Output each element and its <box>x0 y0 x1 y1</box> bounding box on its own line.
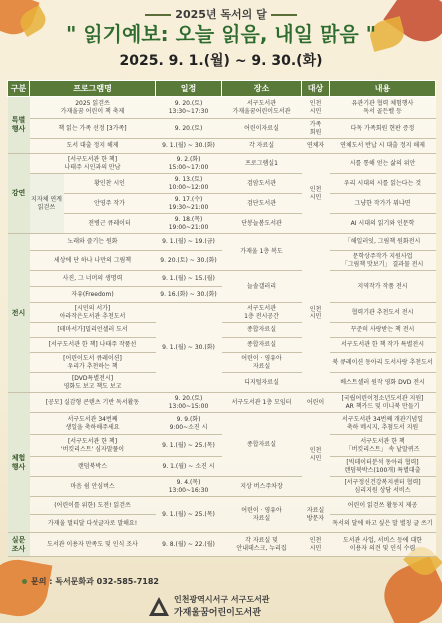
program-cell: [어린이도서 큐레이션] 우리가 추천하는 책 <box>30 353 156 373</box>
content-cell: 도서관 사업, 서비스 등에 대한 이용자 의견 및 인식 수렴 <box>330 533 436 557</box>
content-cell: 연체도서 반납 시 대출 정지 해제 <box>330 139 436 154</box>
schedule-cell: 9. 1.(월) ~ 30.(화) <box>156 303 222 393</box>
target-cell: 가족 회원 <box>302 119 330 139</box>
year-text: 2025년 독서의 달 <box>175 8 267 21</box>
target-cell: 연체자 <box>302 139 330 154</box>
schedule-cell: 9. 20.(토) <box>156 119 222 139</box>
header-category: 구분 <box>8 81 30 97</box>
subcategory-cell: 지자체 연계 읽걷쓰 <box>30 174 64 234</box>
table-row <box>8 393 436 413</box>
schedule-cell: 9. 1.(월) ~ 소진 시 <box>156 457 222 477</box>
program-cell: 책 읽는 가족 선정 [3가족] <box>30 119 156 139</box>
schedule-cell: 9. 13.(토) 10:00~12:00 <box>156 174 222 194</box>
place-cell: 어린이자료실 <box>222 119 302 139</box>
event-period: 2025. 9. 1.(월) ~ 9. 30.(화) <box>119 53 323 69</box>
program-cell: 전병근 큐레이터 <box>64 214 156 234</box>
content-cell: 지역작가 작품 전시 <box>330 271 436 303</box>
program-cell: [서구도서관 한 책] '버킷리스트' 심자말풀이 <box>30 435 156 457</box>
schedule-cell: 9. 1.(월) ~ 25.(목) <box>156 497 222 533</box>
library-logo-icon <box>148 596 170 618</box>
category-cell: 전시 <box>8 234 30 393</box>
place-cell: 서구도서관 1층 전시공간 <box>222 303 302 323</box>
header-schedule: 일정 <box>156 81 222 97</box>
program-cell: 황인찬 시인 <box>64 174 156 194</box>
place-cell: 검단도서관 <box>222 194 302 214</box>
program-table <box>7 80 436 557</box>
table-row <box>8 533 436 557</box>
target-cell: 인천 시민 <box>302 154 330 234</box>
place-cell: 단봉늘봄도서관 <box>222 214 302 234</box>
org-name-line1: 인천광역시서구 서구도서관 <box>174 595 270 604</box>
program-cell: 마음 쉼 안심버스 <box>30 477 156 497</box>
schedule-cell: 9. 2.(화) 15:00~17:00 <box>156 154 222 174</box>
program-cell: 자유(Freedom) <box>30 287 156 303</box>
content-cell: 베스트셀러 원작 영화 DVD 전시 <box>330 373 436 393</box>
schedule-cell: 9. 18.(목) 19:00~21:00 <box>156 214 222 234</box>
schedule-cell: 9. 20.(토) ~ 30.(화) <box>156 251 222 271</box>
schedule-cell: 9. 1.(월) ~ 15.(월) <box>156 271 222 287</box>
divider <box>271 14 297 16</box>
place-cell: 각 자료실 및 안내데스크, 누리집 <box>222 533 302 557</box>
place-cell: 종합자료실 <box>222 338 302 353</box>
program-cell: 서구도서관 34번째 생일을 축하해주세요 <box>30 413 156 435</box>
table-row <box>8 413 436 435</box>
divider <box>145 14 171 16</box>
program-cell: [서구도서관 한 책] 나태주 작품선 <box>30 338 156 353</box>
schedule-cell: 9. 8.(월) ~ 22.(월) <box>156 533 222 557</box>
place-cell: 어린이 · 영유아 자료실 <box>222 497 302 533</box>
place-cell: 종합자료실 <box>222 323 302 338</box>
target-cell: 자료실 방문자 <box>302 497 330 533</box>
header <box>0 0 442 72</box>
table-row <box>8 251 436 271</box>
table-row <box>8 373 436 393</box>
contact-info <box>22 576 159 587</box>
content-cell: 우리 시대의 시를 읽는다는 것 <box>330 174 436 194</box>
content-cell: 북 큐레이션 동아리 도서사랑 추천도서 <box>330 353 436 373</box>
program-cell: [테마서가]밀리언셀러 도서 <box>30 323 156 338</box>
schedule-cell: 9. 1.(월) ~ 25.(목) <box>156 435 222 457</box>
content-cell: [빅데이터분석 동아리 협력] 랜덤북박스(100개) 특별대출 <box>330 457 436 477</box>
target-cell: 인천 시민 <box>302 533 330 557</box>
header-place: 장소 <box>222 81 302 97</box>
schedule-cell: 9. 20.(토) 13:30~17:30 <box>156 97 222 119</box>
program-cell: 2025 읽걷쓰 가재울꿈 어린이 책 축제 <box>30 97 156 119</box>
category-cell: 특별행사 <box>8 97 30 154</box>
header-content: 내용 <box>330 81 436 97</box>
library-logo-block <box>148 594 338 620</box>
program-cell: [공모] 실감형 콘텐츠 기반 독서활동 <box>30 393 156 413</box>
place-cell: 지상 버스주차장 <box>222 477 302 497</box>
content-cell: 독서의 달에 하고 싶은 말 별칭 글 쓰기 <box>330 515 436 533</box>
program-cell: 안영주 작가 <box>64 194 156 214</box>
place-cell: 종합자료실 <box>222 413 302 477</box>
table-row <box>8 353 436 373</box>
schedule-cell: 9. 20.(토) 13:00~15:00 <box>156 393 222 413</box>
program-cell: 가재울 멀티달 다섯글자로 말해요! <box>30 515 156 533</box>
content-cell: 유관기관 협력 체험행사 독서 골든벨 등 <box>330 97 436 119</box>
content-cell: 시를 통해 얻는 삶의 위안 <box>330 154 436 174</box>
content-cell: 다독 가족회원 현판 증정 <box>330 119 436 139</box>
content-cell: 서구도서관 한 책 「버킷리스트」 속 낱말퀴즈 <box>330 435 436 457</box>
schedule-cell: 9. 16.(화) ~ 30.(화) <box>156 287 222 303</box>
content-cell: 어린이 읽걷쓰 활동지 제공 <box>330 497 436 515</box>
table-row <box>8 323 436 338</box>
target-cell: 인천 시민 <box>302 234 330 393</box>
table-row <box>8 457 436 477</box>
table-row <box>8 497 436 515</box>
table-row <box>8 194 436 214</box>
place-cell: 검암도서관 <box>222 174 302 194</box>
place-cell: 어린이 · 영유아 자료실 <box>222 353 302 373</box>
program-cell: 랜덤북박스 <box>30 457 156 477</box>
program-cell: [DVD특별전시] 영화도 보고 책도 보고 <box>30 373 156 393</box>
place-cell: 각 자료실 <box>222 139 302 154</box>
program-cell: 도서 대출 정지 해제 <box>30 139 156 154</box>
table-header-row <box>8 81 436 97</box>
content-cell: 문학상주작가 지원사업 「그림책 맛보기」 결과물 전시 <box>330 251 436 271</box>
category-cell: 실문조사 <box>8 533 30 557</box>
bullet-icon <box>22 579 27 584</box>
table-row <box>8 338 436 353</box>
schedule-cell: 9. 17.(수) 19:30~21:00 <box>156 194 222 214</box>
place-cell: 프로그램실1 <box>222 154 302 174</box>
program-cell: (어린이를 위한) 도전! 읽걷쓰 <box>30 497 156 515</box>
program-cell: 세상에 단 하나 나만의 그림책 <box>30 251 156 271</box>
place-cell: 서구도서관 가재울꿈어린이도서관 <box>222 97 302 119</box>
table-row <box>8 271 436 287</box>
table-row <box>8 214 436 234</box>
target-cell: 인천 시민 <box>302 97 330 119</box>
program-cell: [시민의 서가] 아라작은도서관 추천도서 <box>30 303 156 323</box>
table-row <box>8 234 436 251</box>
table-row <box>8 303 436 323</box>
table-row <box>8 435 436 457</box>
page-title: " 읽기예보: 오늘 읽음, 내일 맑음 " <box>65 22 377 46</box>
program-cell: 사진, 그 너머의 생명력 <box>30 271 156 287</box>
contact-text: 문의 : 독서문화과 032-585-7182 <box>31 577 159 586</box>
content-cell: 서구도서관 한 책 작가 특별전시 <box>330 338 436 353</box>
footer <box>0 572 442 623</box>
target-cell: 인천 시민 <box>302 413 330 497</box>
schedule-cell: 9. 1.(월) ~ 30.(화) <box>156 139 222 154</box>
content-cell: [국립어린이청소년도서관 지원] AR 책카드 및 미니북 만들기 <box>330 393 436 413</box>
category-cell: 체험행사 <box>8 393 30 533</box>
target-cell: 어린이 <box>302 393 330 413</box>
header-program: 프로그램명 <box>30 81 156 97</box>
content-cell: 서구도서관 34번째 개관기념일 축하 메시지, 추첨도서 지원 <box>330 413 436 435</box>
program-cell: 노래와 즐기는 원화 <box>30 234 156 251</box>
header-target: 대상 <box>302 81 330 97</box>
category-cell: 강연 <box>8 154 30 234</box>
table-row <box>8 174 436 194</box>
place-cell: 디지털자료실 <box>222 373 302 393</box>
table-row <box>8 119 436 139</box>
place-cell: 늘솔갤러리 <box>222 271 302 303</box>
place-cell: 가재울 1층 복도 <box>222 234 302 271</box>
table-row <box>8 97 436 119</box>
table-row <box>8 154 436 174</box>
content-cell: 꾸준히 사랑받는 책 전시 <box>330 323 436 338</box>
org-name-line2: 가재울꿈어린이도서관 <box>174 608 261 618</box>
content-cell: 그냥한 작가가 뭐냐면 <box>330 194 436 214</box>
content-cell: 협력기관 추천도서 전시 <box>330 303 436 323</box>
content-cell: [서구정신건강복지센터 협력] 심리지원 상담 서비스 <box>330 477 436 497</box>
schedule-cell: 9. 4.(목) 13:00~16:30 <box>156 477 222 497</box>
program-cell: [서구도서관 한 책] 나태주 시인과의 만남 <box>30 154 156 174</box>
table-row <box>8 139 436 154</box>
schedule-cell: 9. 9.(화) 9:00~소진 시 <box>156 413 222 435</box>
place-cell: 서구도서관 1층 모임터 <box>222 393 302 413</box>
program-cell: 도서관 이용자 만족도 및 인식 조사 <box>30 533 156 557</box>
content-cell: 「해일러잇, 그림책 원화전시 <box>330 234 436 251</box>
table-row <box>8 477 436 497</box>
schedule-cell: 9. 1.(월) ~ 19.(금) <box>156 234 222 251</box>
content-cell: AI 시대의 읽기와 인문학 <box>330 214 436 234</box>
